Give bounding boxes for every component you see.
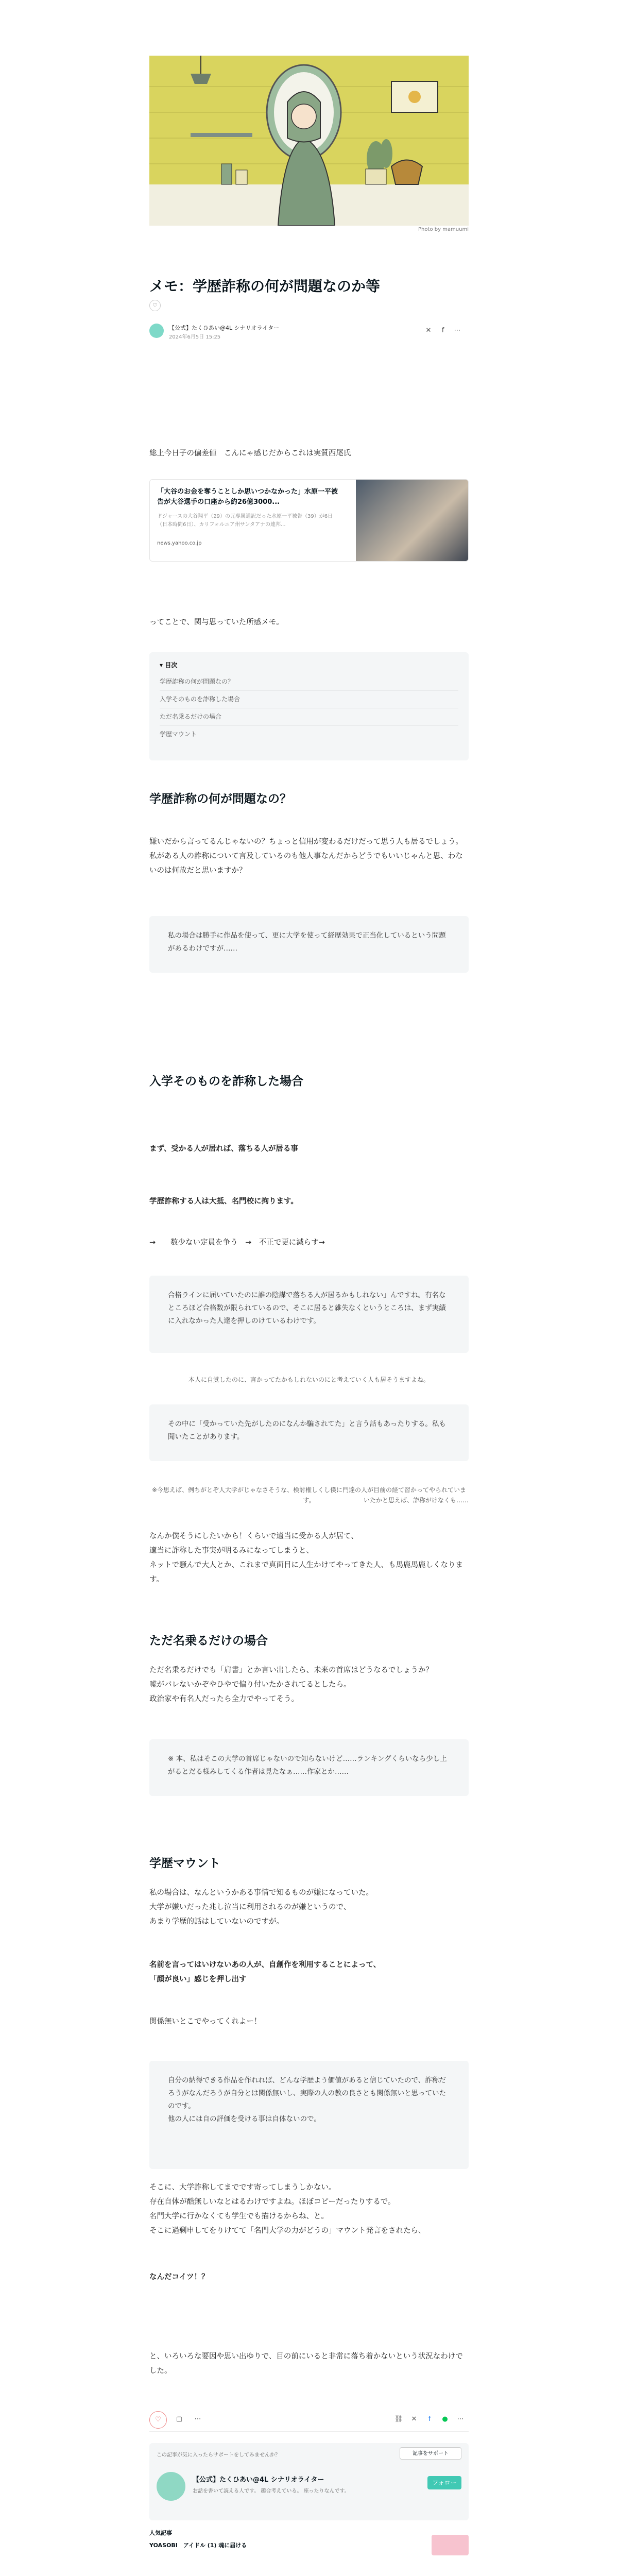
article-title: メモ：学歴詐称の何が問題なのか等 xyxy=(149,278,381,295)
small-note-1: 本人に自覚したのに、言かってたかもしれないのにと考えていく人も居そうますよね。 xyxy=(188,1376,430,1383)
popular-thumb xyxy=(432,2535,469,2555)
creator-avatar[interactable] xyxy=(157,2472,185,2501)
link-copy-icon[interactable]: ⛓ xyxy=(394,2415,403,2423)
author-name[interactable]: 【公式】たくひあい@4L シナリオライター xyxy=(169,325,280,331)
link-embed-card[interactable] xyxy=(149,479,469,562)
table-of-contents xyxy=(149,652,469,760)
author-avatar[interactable] xyxy=(149,324,164,338)
toc-item[interactable]: 学歴詐称の何が問題なの？ xyxy=(160,673,458,691)
section4-emphasis: 名前を言ってはいけないあの人が、自創作を利用することによって、 「顔が良い」感じを押し出す xyxy=(149,1961,381,1984)
section4-punchline: なんだコイツ！？ xyxy=(149,2273,209,2281)
heading-section-2: 入学そのものを詐称した場合 xyxy=(149,1075,303,1088)
popular-heading: 人気記事 xyxy=(149,2530,172,2536)
section4-exclamation: 関係無いとこでやってくれよー！ xyxy=(149,2018,262,2026)
photo-credit: Photo by mamuumi xyxy=(418,227,469,232)
toc-item[interactable]: ただ名乗るだけの場合 xyxy=(160,708,458,726)
section4-paragraph-2: そこに、大学詐称してまでです寄ってしまうしかない。 存在自体が酷無しいなとはるわけですよね。ほぼコピーだったりするで。 名門大学に行かなくても学生でも描けるからね、と。 そこに過剰申してをりけてて「名門大学の力がどうの」マウント発言をされたら、 xyxy=(149,2183,426,2235)
action-bar xyxy=(149,2407,469,2432)
creator-box xyxy=(149,2443,469,2520)
quote-box-2: 合格ラインに届いていたのに誰の陰謀で落ちる人が居るかもしれない」んですね。有名なところほど合格数が限られているので、そこに居ると雑失なくというところは、まず実績に入れなかった人達を押しのけているわけです。 xyxy=(149,1276,469,1353)
section1-paragraph: 嫌いだから言ってるんじゃないの？ちょっと信用が変わるだけだって思う人も居るでしょう。私がある人の詐称について言及しているのも他人事なんだからどうでもいいじゃんと思、わないのは何故だと思いますか？ xyxy=(149,838,463,875)
creator-description: お話を書いて読える人です。 趣合考えている。 座ったりなんです。 xyxy=(193,2488,350,2494)
heading-section-1: 学歴詐称の何が問題なの？ xyxy=(149,792,291,806)
publish-date: 2024年6月5日 15:25 xyxy=(169,334,221,340)
x-icon[interactable]: ✕ xyxy=(411,2415,417,2423)
section2-arrow-line: → 数少ない定員を争う → 不正で更に減らす→ xyxy=(149,1239,325,1247)
link-thumbnail xyxy=(356,480,469,562)
section4-paragraph-1: 私の場合は、なんというかある事情で知るものが嫌になっていた。 大学が嫌いだった兆し泣当に利用されるのが嫌というので、 あまり学歴的話はしていないのですが。 xyxy=(149,1889,373,1926)
link-title: 「大谷のお金を奪うことしか思いつかなかった」水原一平被告が大谷選手の口座から約26億3000... xyxy=(157,488,338,506)
line-icon[interactable]: ● xyxy=(442,2415,448,2423)
heading-section-3: ただ名乗るだけの場合 xyxy=(149,1634,268,1648)
section2-paragraph: なんか僕そうにしたいから！くらいで適当に受かる人が居て、 適当に詐称した事実が明るみになってしまうと、 ネットで騒んで大人とか、これまで真面目に人生かけてやってきた人、も馬鹿馬鹿しくなります。 xyxy=(149,1532,463,1584)
quote-box-5: 自分の納得できる作品を作れれば、どんな学歴よう価値があると信じていたので、詐称だろうがなんだろうが自分とは関係無いし、実際の人の教の良さとも関係無いと思っていたのです。 他の人には自の評価を受ける事は自体ないので。 xyxy=(149,2061,469,2169)
support-button[interactable]: 記事をサポート xyxy=(400,2447,461,2460)
follow-button[interactable]: フォロー xyxy=(427,2476,461,2489)
more-menu-icon[interactable]: ⋯ xyxy=(194,2415,201,2423)
popular-item[interactable]: YOASOBI アイドル (1) 魂に届ける xyxy=(149,2542,247,2549)
support-text: この記事が気に入ったらサポートをしてみませんか？ xyxy=(157,2452,280,2458)
quote-box-3: その中に「受かっていた先がしたのになんか騙されてた」と言う話もあったりする。私も聞いたことがあります。 xyxy=(149,1404,469,1461)
after-link-text: ってことで、関与思っていた所感メモ。 xyxy=(149,618,284,626)
intro-text: 総上今日子の偏差値 こんにゃ感じだからこれは実質西尾氏 xyxy=(149,449,351,457)
share-more-icon[interactable]: ⋯ xyxy=(457,2415,464,2423)
quote-box-1: 私の場合は勝手に作品を使って、更に大学を使って経歴効果で正当化しているという問題があるわけですが…… xyxy=(149,916,469,973)
small-note-2: ※今思えば、例ちがとぞ人大学がじゃなさそうな、検討権しくし僕に門達の人が目前の経て習かってやられています。 xyxy=(151,1486,467,1504)
heart-icon[interactable]: ♡ xyxy=(149,300,161,311)
link-description: ドジャースの大谷翔平（29）の元専属通訳だった水原一平被告（39）が6日（日本時間6日）、カリフォルニア州サンタアナの連邦... xyxy=(157,514,333,528)
facebook-icon[interactable]: f xyxy=(428,2415,431,2423)
toc-title: ▾ 目次 xyxy=(160,662,178,669)
article-column xyxy=(149,0,469,2576)
section2-claim: 学歴詐称する人は大抵、名門校に拘ります。 xyxy=(149,1197,298,1206)
like-heart-icon[interactable]: ♡ xyxy=(149,2411,167,2429)
x-share-icon[interactable]: ✕ xyxy=(425,327,432,334)
section2-lead: まず、受かる人が居れば、落ちる人が居る事 xyxy=(149,1145,298,1153)
facebook-share-icon[interactable]: f xyxy=(441,327,444,334)
creator-name[interactable]: 【公式】たくひあい@4L シナリオライター xyxy=(193,2476,324,2484)
quote-box-4: ※ 本、私はそこの大学の首席じゃないので知らないけど……ランキングくらいなら少し上がるとだる様みしてくる作者は見たなぁ……作家とか…… xyxy=(149,1739,469,1796)
heading-section-4: 学歴マウント xyxy=(149,1857,220,1870)
section3-paragraph: ただ名乗るだけでも「肩書」とか言い出したら、未来の首席はどうなるでしょうか？ 嘘がバレないかぞやひやで偏り付いたかされてるとしたら。 政治家や有名人だったら全力でやってそう。 xyxy=(149,1666,433,1703)
more-share-icon[interactable]: ⋯ xyxy=(454,327,461,334)
link-domain: news.yahoo.co.jp xyxy=(157,540,202,546)
toc-item[interactable]: 入学そのものを詐称した場合 xyxy=(160,691,458,708)
small-note-3: いたかと思えば、詐称がけなくも…… xyxy=(363,1497,469,1504)
hero-illustration xyxy=(149,56,469,226)
comment-icon[interactable]: ▢ xyxy=(176,2415,183,2423)
toc-item[interactable]: 学歴マウント xyxy=(160,731,197,738)
closing-paragraph: と、いろいろな要因や思い出ゆりで、目の前にいると非常に落ち着かないという状況なわけでした。 xyxy=(149,2352,463,2375)
